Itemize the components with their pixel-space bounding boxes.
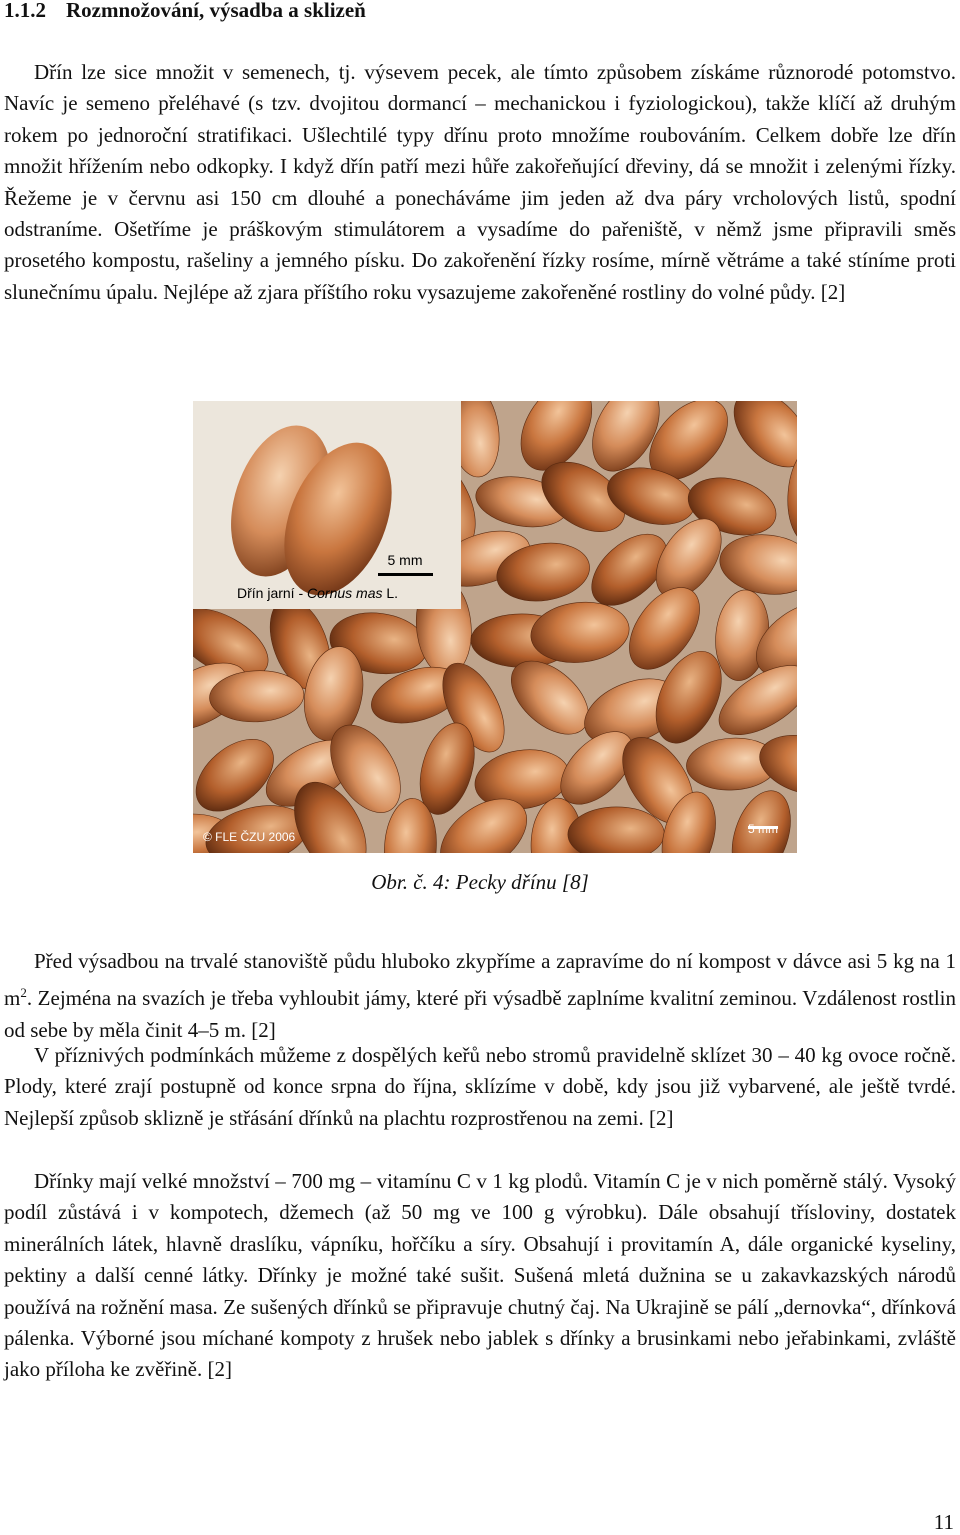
- paragraph-harvest: V příznivých podmínkách můžeme z dospělých keřů nebo stromů pravidelně sklízet 30 – 40 kg ovoce ročně. Plody, které zrají postupně od konce srpna do října, sklízíme v době, kdy jsou již vybarvené, ale ještě tvrdé. Nejlepší způsob sklizně je střásání dřínků na plachtu rozprostřenou na zemi. [2]: [4, 1043, 956, 1130]
- section-heading: [4, 0, 366, 23]
- inset-scale-bar: [378, 573, 433, 576]
- scale-label: 5 mm: [748, 822, 778, 836]
- inset-scale-label: 5 mm: [387, 552, 423, 568]
- stones-photo: [193, 401, 797, 853]
- paragraph-propagation: Dřín lze sice množit v semenech, tj. výsevem pecek, ale tímto způsobem získáme různorodé potomstvo. Navíc je semeno přeléhavé (s tzv. dvojitou dormancí – mechanickou i fyziologickou), takže klíčí až druhým rokem po jednoroční stratifikaci. Ušlechtilé typy dřínu proto množíme roubováním. Celkem dobře lze dřín množit hřížením nebo odkopky. I když dřín patří mezi hůře zakořeňující dřeviny, dá se množit i zelenými řízky. Řežeme je v červnu asi 150 cm dlouhé a ponecháváme jim jeden až dva páry vrcholových listů, spodní odstraníme. Ošetříme je práškovým stimulátorem a vysadíme do pařeniště, v němž jsme připravili směs prosetého kompostu, rašeliny a jemného písku. Do zakořenění řízky rosíme, mírně větráme a také stíníme proti slunečnímu úpalu. Nejlépe až zjara příštího roku vysazujeme zakořeněné rostliny do volné půdy. [2]: [4, 60, 956, 304]
- section-number: 1.1.2: [4, 0, 46, 22]
- photo-copyright: © FLE ČZU 2006: [203, 830, 296, 844]
- figure-caption: Obr. č. 4: Pecky dřínu [8]: [371, 870, 589, 894]
- page-number: 11: [933, 1510, 954, 1534]
- figure-cornelian-cherry-stones: [193, 401, 797, 853]
- inset-species-label: Dřín jarní - Cornus mas L.: [237, 585, 399, 601]
- paragraph-nutrition: Dřínky mají velké množství – 700 mg – vitamínu C v 1 kg plodů. Vitamín C je v nich poměrně stálý. Vysoký podíl zůstává i v kompotech, džemech (až 50 mg ve 100 g výrobku). Dále obsahují třísloviny, dostatek minerálních látek, hlavně draslíku, vápníku, hořčíku a síry. Obsahují i provitamín A, dále organické kyseliny, pektiny a další cenné látky. Dřínky je možné také sušit. Sušená mletá dužnina se u zakavkazských národů používá na rožnění masa. Ze sušených dřínků se připravuje chutný čaj. Na Ukrajině se pálí „dernovka“, dřínková pálenka. Výborné jsou míchané kompoty z hrušek nebo jablek s dřínky a brusinkami nebo jeřabinkami, zvláště jako příloha ke zvěřině. [2]: [4, 1169, 956, 1382]
- section-title: Rozmnožování, výsadba a sklizeň: [66, 0, 366, 22]
- superscript: 2: [20, 985, 27, 1001]
- paragraph-planting: Před výsadbou na trvalé stanoviště půdu hluboko zkypříme a zapravíme do ní kompost v dávce asi 5 kg na 1 $m^2$. Zejména na svazích je třeba vyhloubit jámy, které při výsadbě zaplníme kvalitní zeminou. Vzdálenost rostlin od sebe by měla činit 4–5 m. [2]: [4, 949, 956, 1042]
